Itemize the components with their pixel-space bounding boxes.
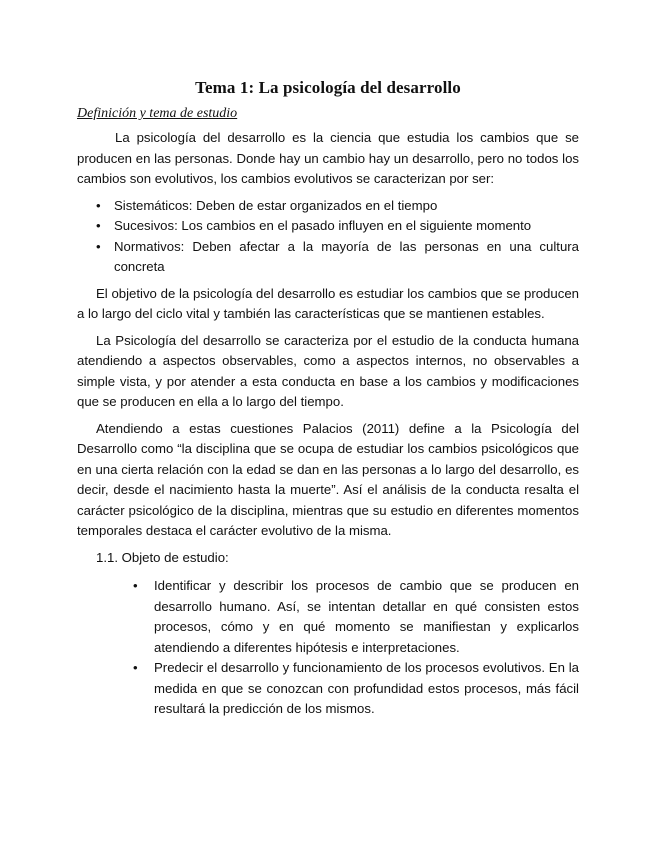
list-item <box>77 216 579 237</box>
list-item-text: Normativos: Deben afectar a la mayoría de las personas en una cultura concreta <box>114 238 579 274</box>
page-title: Tema 1: La psicología del desarrollo <box>195 78 461 97</box>
list-item-text: Sistemáticos: Deben de estar organizados en el tiempo <box>114 197 438 213</box>
intro-paragraph: La psicología del desarrollo es la ciencia que estudia los cambios que se producen en las personas. Donde hay un cambio hay un desarrollo, pero no todos los cambios son evolutivos, los cambios evolutivos se caracterizan por ser: <box>77 130 579 186</box>
list-item <box>77 196 579 217</box>
list-item-text: Identificar y describir los procesos de cambio que se producen en desarrollo humano. Así, se intentan detallar en qué consisten estos procesos, cómo y en qué momento se manifiestan y explicarlos atendiendo a diferentes hipótesis e interpretaciones. <box>154 578 579 655</box>
list-item-text: Sucesivos: Los cambios en el pasado influyen en el siguiente momento <box>114 218 532 233</box>
list-item-text: Predecir el desarrollo y funcionamiento de los procesos evolutivos. En la medida en que se conozcan con profundidad estos procesos, más fácil resultará la predicción de los mismos. <box>154 660 579 716</box>
bullet-icon: • <box>133 578 138 593</box>
bullet-icon: • <box>96 197 101 213</box>
conduct-paragraph: La Psicología del desarrollo se caracteriza por el estudio de la conducta humana atendiendo a aspectos observables, como a aspectos internos, no observables a simple vista, y por atender a esta conducta en base a los cambios y modificaciones que se producen en ella a lo largo del tiempo. <box>77 332 579 409</box>
objective-paragraph: El objetivo de la psicología del desarrollo es estudiar los cambios que se producen a lo largo del ciclo vital y también las características que se mantienen estables. <box>77 285 579 321</box>
section-heading: 1.1. Objeto de estudio: <box>96 549 229 565</box>
bullet-icon: • <box>96 238 101 254</box>
characteristics-list <box>77 196 579 278</box>
list-item <box>77 576 579 658</box>
list-item <box>77 658 579 720</box>
objectives-list <box>77 576 579 720</box>
bullet-icon: • <box>133 660 138 675</box>
list-item <box>77 237 579 278</box>
bullet-icon: • <box>96 218 101 233</box>
definition-paragraph: Atendiendo a estas cuestiones Palacios (2011) define a la Psicología del Desarrollo como “la disciplina que se ocupa de estudiar los cambios psicológicos que en una cierta relación con la edad se dan en las personas a lo largo del desarrollo, es decir, desde el nacimiento hasta la muerte”. Así el análisis de la conducta resalta el carácter psicológico de la disciplina, mientras que su estudio en diferentes momentos temporales destaca el carácter evolutivo de la misma. <box>77 420 579 538</box>
section-subtitle: Definición y tema de estudio <box>77 106 238 121</box>
